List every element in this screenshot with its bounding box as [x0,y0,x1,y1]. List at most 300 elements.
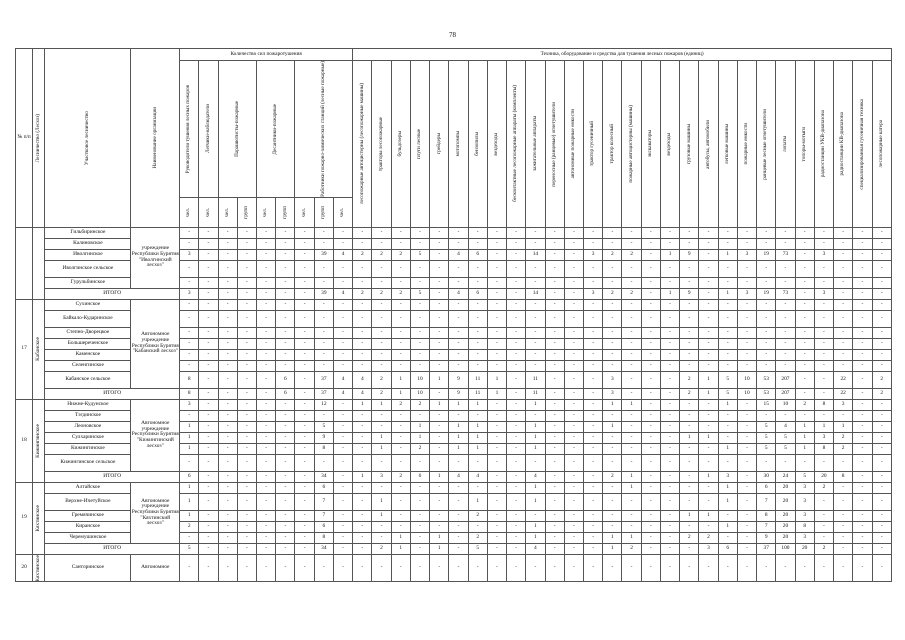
value-cell: - [372,482,391,493]
header-sub-4-text: чел. [262,207,269,217]
value-cell: - [583,554,602,582]
total-cell: - [257,388,276,399]
value-cell: - [737,327,756,338]
value-cell: 3 [180,249,199,260]
value-cell: - [737,360,756,371]
value-cell: - [391,454,410,471]
value-cell: 3 [814,432,833,443]
total-cell: - [872,288,892,299]
header-tech-group: Техника, оборудование и средства для тушения лесных пожаров (единиц) [353,49,892,61]
value-cell: - [391,327,410,338]
total-cell: 6 [468,288,487,299]
value-cell: - [430,277,449,288]
value-cell: - [564,421,583,432]
value-cell: - [218,371,237,388]
total-cell: - [430,288,449,299]
value-cell: - [507,532,526,543]
value-cell: - [218,360,237,371]
value-cell: - [257,421,276,432]
value-cell: - [276,443,295,454]
total-cell: 100 [776,543,795,554]
value-cell: - [449,277,468,288]
value-cell: - [564,482,583,493]
value-cell: - [660,327,679,338]
value-cell: - [853,299,872,310]
value-cell: - [680,338,699,349]
header-force-0 [180,61,199,198]
value-cell: 1 [622,399,641,410]
total-cell: - [237,471,256,482]
header-tech-21-text: ранцевые лесные огнетушители [762,108,769,180]
header-sub-6 [295,197,314,227]
value-cell: - [680,399,699,410]
total-cell: - [199,388,218,399]
value-cell: - [680,410,699,421]
value-cell: - [660,554,679,582]
value-cell: - [199,299,218,310]
header-tech-18-text: автобусы, автомобили [704,119,711,169]
value-cell: - [276,493,295,510]
value-cell: - [834,510,853,521]
value-cell: - [391,432,410,443]
header-tech-24-text: радиостанции УКВ-диапазона [820,110,827,178]
value-cell: - [314,554,333,582]
value-cell: - [853,338,872,349]
value-cell: 15 [757,399,776,410]
value-cell: - [430,238,449,249]
value-cell: - [449,338,468,349]
value-cell: - [872,249,892,260]
header-tech-4-text: грейдеры [435,133,442,155]
section-num: 18 [16,399,33,482]
value-cell: - [218,443,237,454]
value-cell: - [660,532,679,543]
value-cell: - [757,327,776,338]
value-cell: 1 [718,249,737,260]
value-cell: - [603,443,622,454]
value-cell: - [545,299,564,310]
value-cell: - [487,521,506,532]
total-cell: - [410,543,429,554]
total-cell: - [795,288,814,299]
total-cell: - [660,388,679,399]
header-sub-7 [314,197,333,227]
value-cell: - [218,521,237,532]
value-cell: - [237,371,256,388]
value-cell: - [430,443,449,454]
value-cell: - [699,260,718,277]
district-name: Иволгинское [45,249,131,260]
value-cell: - [257,277,276,288]
value-cell: 8 [814,399,833,410]
header-tech-5-text: мотопомпы [454,131,461,157]
header-force-3 [257,61,295,198]
value-cell: 5 [776,443,795,454]
total-cell: 2 [622,288,641,299]
value-cell: - [526,227,545,238]
value-cell: - [410,554,429,582]
value-cell: - [641,227,660,238]
value-cell: - [507,554,526,582]
value-cell: - [699,310,718,327]
value-cell: - [795,338,814,349]
value-cell: - [737,432,756,443]
header-org [131,49,180,228]
value-cell: 20 [776,532,795,543]
district-name: Санторинское [45,554,131,582]
value-cell: - [507,371,526,388]
value-cell: - [872,260,892,277]
value-cell: - [603,338,622,349]
header-tech-9 [526,61,545,228]
value-cell: - [872,554,892,582]
total-cell: - [853,388,872,399]
value-cell: - [449,521,468,532]
value-cell: - [449,454,468,471]
value-cell: - [295,521,314,532]
total-cell: - [814,388,833,399]
value-cell: 3 [180,399,199,410]
value-cell: - [487,532,506,543]
value-cell: 207 [776,371,795,388]
value-cell: 1 [699,371,718,388]
section-forestry [33,227,45,299]
value-cell: 2 [834,443,853,454]
header-sub-5-text: групп [281,205,288,219]
value-cell: - [391,521,410,532]
value-cell: - [199,360,218,371]
value-cell: - [295,277,314,288]
value-cell: - [410,338,429,349]
value-cell: - [487,260,506,277]
value-cell: - [545,310,564,327]
header-force-1-text: Летчики-наблюдатели [204,104,211,154]
value-cell: - [622,371,641,388]
value-cell: - [564,521,583,532]
total-cell: - [641,288,660,299]
header-tech-27 [872,61,892,228]
value-cell: - [295,227,314,238]
value-cell: - [276,338,295,349]
value-cell: - [353,532,372,543]
value-cell: - [487,421,506,432]
total-cell: - [295,543,314,554]
header-sub-0-text: чел. [185,207,192,217]
value-cell: - [372,532,391,543]
value-cell: - [333,521,352,532]
value-cell: - [680,554,699,582]
value-cell: 73 [776,249,795,260]
value-cell: - [737,260,756,277]
value-cell: - [545,410,564,421]
value-cell: - [372,338,391,349]
value-cell: - [603,277,622,288]
total-cell: 3 [699,543,718,554]
total-cell: 19 [757,288,776,299]
total-cell: 3 [718,471,737,482]
total-cell: - [487,471,506,482]
value-cell: - [218,327,237,338]
value-cell: - [737,510,756,521]
value-cell: - [583,521,602,532]
value-cell: 3 [795,532,814,543]
value-cell: - [583,310,602,327]
value-cell: - [257,532,276,543]
value-cell: - [199,310,218,327]
value-cell: - [333,493,352,510]
value-cell: - [526,360,545,371]
value-cell: 1 [487,371,506,388]
value-cell: - [814,238,833,249]
total-cell: 11 [526,388,545,399]
value-cell: 22 [834,371,853,388]
value-cell: - [353,443,372,454]
header-tech-14 [622,61,641,228]
value-cell: 1 [814,421,833,432]
value-cell: - [776,327,795,338]
value-cell: 1 [680,432,699,443]
total-cell: 3 [583,288,602,299]
value-cell: - [507,277,526,288]
value-cell: 1 [795,421,814,432]
value-cell: - [507,249,526,260]
value-cell: 1 [468,432,487,443]
value-cell: - [180,410,199,421]
value-cell: - [622,443,641,454]
header-tech-2 [391,61,410,228]
value-cell: - [180,532,199,543]
value-cell: - [180,327,199,338]
value-cell: - [487,554,506,582]
district-name: Черемушинское [45,532,131,543]
value-cell: - [237,410,256,421]
value-cell: - [564,327,583,338]
value-cell: - [372,310,391,327]
value-cell: - [622,238,641,249]
value-cell: - [641,410,660,421]
value-cell: - [487,338,506,349]
value-cell: - [660,227,679,238]
value-cell: - [872,360,892,371]
value-cell: - [314,238,333,249]
total-cell: 1 [391,543,410,554]
value-cell: - [218,310,237,327]
value-cell: - [872,310,892,327]
total-cell: 1 [430,543,449,554]
value-cell: - [295,432,314,443]
value-cell: - [622,360,641,371]
header-tech-5 [449,61,468,228]
value-cell: - [449,260,468,277]
value-cell: - [872,510,892,521]
header-tech-10-text: переносные (ранцевые) огнетушители [550,101,557,187]
value-cell: - [487,493,506,510]
value-cell: - [180,349,199,360]
value-cell: - [218,482,237,493]
value-cell: - [333,421,352,432]
value-cell: - [449,327,468,338]
value-cell: - [257,443,276,454]
value-cell: - [276,238,295,249]
value-cell: - [680,421,699,432]
value-cell: - [410,454,429,471]
total-cell: - [834,543,853,554]
value-cell: - [430,227,449,238]
value-cell: 1 [391,532,410,543]
value-cell: - [237,227,256,238]
total-cell: 6 [410,471,429,482]
value-cell: - [487,227,506,238]
value-cell: 53 [757,371,776,388]
header-tech-24 [814,61,833,228]
value-cell: - [468,454,487,471]
value-cell: - [660,521,679,532]
total-cell: - [218,288,237,299]
value-cell: - [372,299,391,310]
value-cell: - [622,493,641,510]
total-cell: 3 [372,471,391,482]
value-cell: - [603,482,622,493]
value-cell: 1 [468,443,487,454]
value-cell: - [237,260,256,277]
value-cell: - [680,327,699,338]
value-cell: - [660,432,679,443]
value-cell: - [699,349,718,360]
value-cell: - [737,443,756,454]
district-name: Киранское [45,521,131,532]
value-cell: 1 [718,482,737,493]
header-tech-12-text: трактор гусеничный [589,121,596,167]
value-cell: - [757,554,776,582]
value-cell: - [737,349,756,360]
value-cell: - [795,554,814,582]
value-cell: - [295,482,314,493]
value-cell: 2 [468,532,487,543]
total-cell: - [276,471,295,482]
value-cell: - [391,299,410,310]
value-cell: - [333,532,352,543]
header-force-2 [218,61,256,198]
total-cell: 11 [468,388,487,399]
total-cell: - [257,471,276,482]
value-cell: - [603,521,622,532]
value-cell: - [737,399,756,410]
value-cell: 1 [410,421,429,432]
value-cell: - [834,532,853,543]
value-cell: - [353,521,372,532]
value-cell: 8 [757,510,776,521]
value-cell: 2 [391,399,410,410]
total-cell: 2 [353,288,372,299]
district-name: Сулхаринское [45,432,131,443]
total-cell: - [199,471,218,482]
value-cell: 1 [526,532,545,543]
header-tech-3-text: плуги лесные [416,128,423,159]
value-cell: - [795,349,814,360]
value-cell: - [257,493,276,510]
table-row [16,399,892,410]
total-cell: - [276,288,295,299]
value-cell: - [853,371,872,388]
total-cell: - [449,543,468,554]
value-cell: - [603,310,622,327]
total-cell: 1 [699,388,718,399]
value-cell: - [660,482,679,493]
value-cell: - [353,493,372,510]
value-cell: - [487,443,506,454]
value-cell: - [430,349,449,360]
value-cell: - [757,260,776,277]
org-name: Автономное учреждение Республики Бурятия "Кяхтинский лесхоз" [131,482,180,543]
value-cell: 8 [814,443,833,454]
value-cell: - [699,360,718,371]
value-cell: - [391,482,410,493]
total-cell: 4 [468,471,487,482]
value-cell: - [737,482,756,493]
total-cell: - [583,471,602,482]
value-cell: - [180,554,199,582]
value-cell: - [641,277,660,288]
value-cell: - [603,454,622,471]
value-cell: - [199,238,218,249]
value-cell: - [603,299,622,310]
value-cell: - [564,432,583,443]
value-cell: - [276,249,295,260]
total-cell: - [507,543,526,554]
section-forestry [33,299,45,399]
value-cell: - [814,371,833,388]
value-cell: - [660,443,679,454]
value-cell: - [564,371,583,388]
value-cell: - [430,338,449,349]
value-cell: - [564,360,583,371]
value-cell: 1 [834,421,853,432]
value-cell: - [814,493,833,510]
value-cell: - [237,338,256,349]
value-cell: - [199,260,218,277]
value-cell: - [680,277,699,288]
value-cell: - [276,349,295,360]
total-label: ИТОГО [45,471,180,482]
value-cell: - [391,227,410,238]
header-tech-8-text: бесконтактные лесопожарные аппараты (комплекты) [512,85,519,203]
total-cell: - [257,288,276,299]
total-cell: - [564,388,583,399]
value-cell: - [372,277,391,288]
value-cell: - [295,532,314,543]
value-cell: - [295,410,314,421]
value-cell: - [603,360,622,371]
value-cell: 6 [314,521,333,532]
value-cell: - [641,238,660,249]
value-cell: - [449,510,468,521]
value-cell: - [699,454,718,471]
value-cell: - [507,310,526,327]
district-name: Нижне-Кудунское [45,399,131,410]
value-cell: - [333,277,352,288]
value-cell: - [507,349,526,360]
value-cell: - [699,338,718,349]
value-cell: 1 [680,510,699,521]
total-cell: - [545,388,564,399]
value-cell: - [564,410,583,421]
value-cell: - [295,421,314,432]
value-cell: - [199,227,218,238]
value-cell: - [545,532,564,543]
value-cell: - [295,349,314,360]
value-cell: - [776,238,795,249]
value-cell: - [622,554,641,582]
